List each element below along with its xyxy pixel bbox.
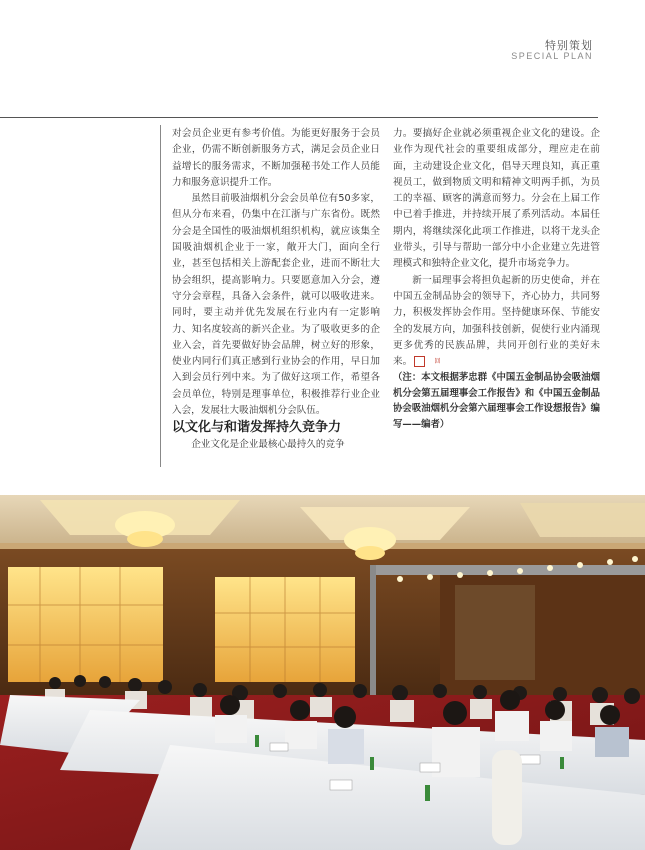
paragraph-text: 新一届理事会将担负起新的历史使命，并在中国五金制品协会的领导下，齐心协力，共同努力，积极发挥协会作用。坚持健康环保、节能安全的发展方向，加强科技创新，促使行业内涌现更多优秀的民族品牌，共同开创行业的美好未来。 bbox=[393, 274, 600, 368]
paragraph: 力。要搞好企业就必须重视企业文化的建设。企业作为现代社会的重要组成部分，理应走在前面，主动建设企业文化，倡导天理良知，真正重视员工，做到物质文明和精神文明两手抓，为员工的幸福、顾客的满意而努力。分会在上届工作中已着手推进，并持续开展了系列活动。本届任期内，将继续深化此项工作推进，以将干龙头企业带头，引导与帮助一部分中小企业建立先进管理模式和独特企业文化，提升市场竞争力。 bbox=[393, 128, 600, 270]
section-title: 以文化与和谐发挥持久竞争力 bbox=[172, 420, 342, 436]
section-lead: 企业文化是企业最核心最持久的竞争 bbox=[191, 439, 345, 451]
section-header-cn: 特别策划 bbox=[545, 39, 593, 52]
article-column-right bbox=[393, 126, 600, 432]
header-rule bbox=[0, 117, 598, 118]
conference-photo bbox=[0, 495, 645, 850]
paragraph bbox=[393, 273, 600, 371]
paragraph: 对会员企业更有参考价值。为能更好服务于会员企业，仍需不断创新服务方式，满足会员企业日益增长的服务需求，不断加强秘书处工作人员能力和服务意识提升工作。 bbox=[172, 128, 380, 188]
end-mark-icon: 回 bbox=[414, 356, 425, 367]
article-column-left bbox=[172, 126, 380, 454]
paragraph: 虽然目前吸油烟机分会会员单位有50多家，但从分布来看，仍集中在江浙与广东省份。既然分会是全国性的吸油烟机组织机构，就应该集全国吸油烟机企业于一家，敞开大门，面向全行业，甚至包括相关上游配套企业，进而不断壮大协会组织，提高影响力。只要愿意加入分会，遵守分会章程，具备入会条件，就可以吸收进来。同时，要主动并优先发展在行业内有一定影响力、知名度较高的新兴企业。为了吸收更多的企业入会，首先要做好协会品牌，树立好的形象，使业内同行们真正感到行业协会的作用，早日加入到会员行列中来。为了做好这项工作，希望各会员单位，特别是理事单位，积极推荐行业企业入会，发展壮大吸油烟机分会队伍。 bbox=[172, 193, 380, 417]
column-bar bbox=[160, 125, 161, 467]
section-header-en: SPECIAL PLAN bbox=[511, 51, 593, 61]
editor-note: （注：本文根据茅忠群《中国五金制品协会吸油烟机分会第五届理事会工作报告》和《中国五金制品协会吸油烟机分会第六届理事会工作设想报告》编写——编者） bbox=[393, 372, 600, 430]
